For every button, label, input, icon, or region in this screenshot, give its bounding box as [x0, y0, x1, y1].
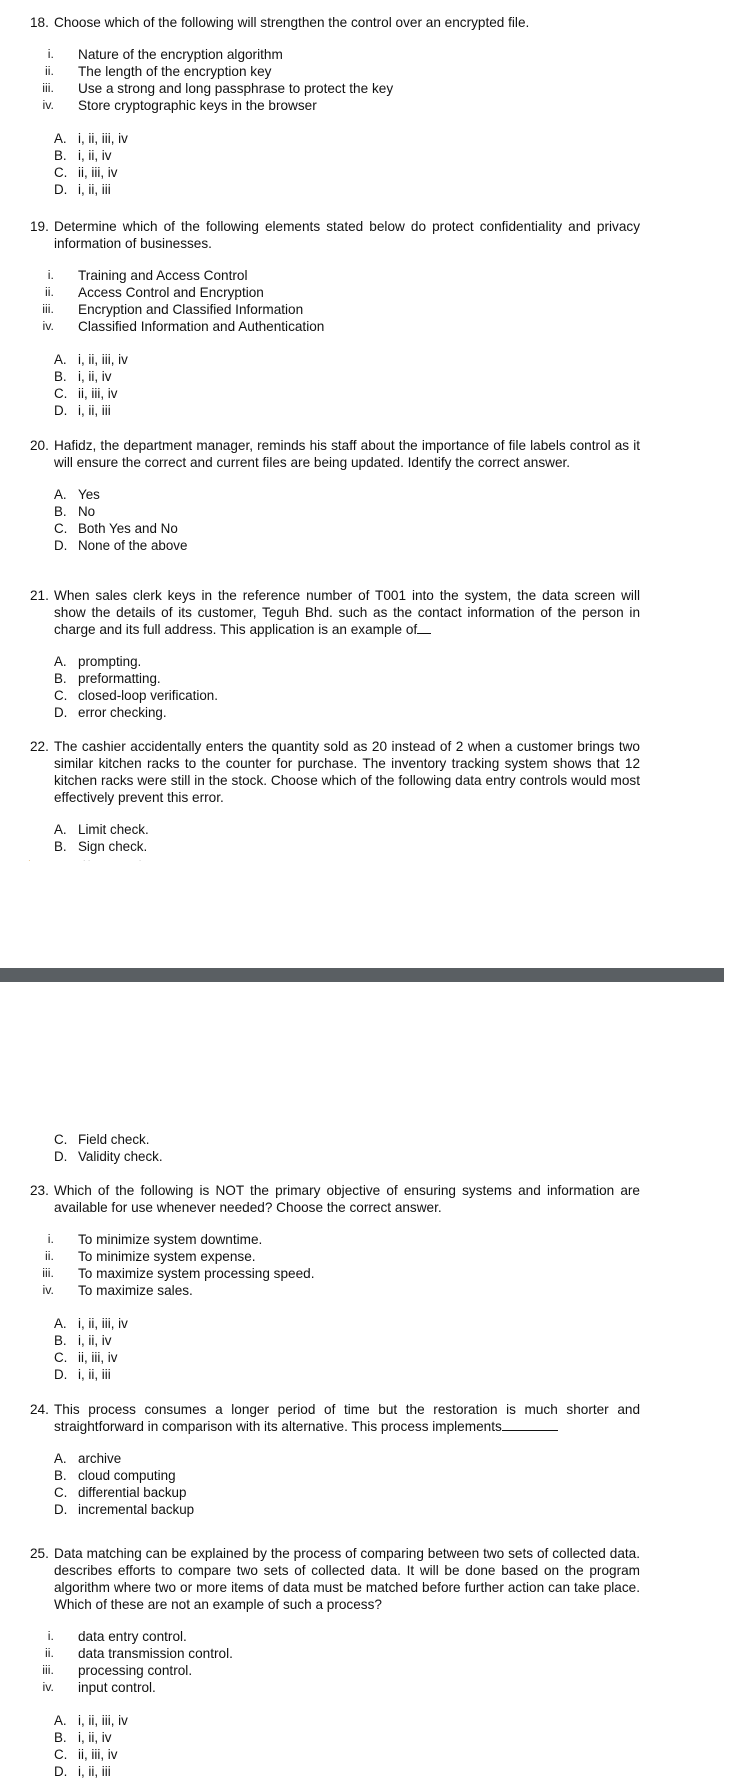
option-letter: C.	[54, 1132, 68, 1147]
option-letter: A.	[54, 1451, 67, 1466]
answer-option[interactable]	[30, 1131, 640, 1148]
option-letter: B.	[54, 671, 67, 686]
list-item	[30, 46, 640, 63]
item-number: iii.	[42, 81, 54, 95]
list-item	[30, 97, 640, 114]
option-text: i, ii, iii, iv	[78, 131, 128, 146]
option-text: cloud computing	[78, 1468, 176, 1483]
question-text: Determine which of the following elements stated below do protect confidentiality and privacy information of businesses.	[54, 219, 640, 251]
option-letter: B.	[54, 504, 67, 519]
list-item	[30, 80, 640, 97]
answer-option[interactable]	[30, 147, 640, 164]
item-number: i.	[47, 1629, 54, 1643]
item-number: iv.	[42, 1283, 54, 1297]
question-number: 24.	[30, 1402, 49, 1417]
question-number: 18.	[30, 15, 49, 30]
page-2	[0, 980, 735, 1779]
item-text: To maximize sales.	[78, 1283, 193, 1298]
answer-option[interactable]	[30, 1332, 640, 1349]
answer-options	[30, 1131, 640, 1165]
option-text: preformatting.	[78, 671, 161, 686]
answer-blank	[502, 1418, 558, 1431]
item-number: i.	[47, 47, 54, 61]
roman-list	[30, 1628, 640, 1696]
answer-option[interactable]	[30, 130, 640, 147]
option-letter: B.	[54, 1333, 67, 1348]
answer-option[interactable]	[30, 1729, 640, 1746]
question-text: The cashier accidentally enters the quantity sold as 20 instead of 2 when a customer brings two similar kitchen racks to the counter for purchase. The inventory tracking system shows that 12 kitchen racks were still in the stock. Choose which of the following data entry controls would most effectively prevent this error.	[54, 739, 640, 805]
item-text: Training and Access Control	[78, 268, 248, 283]
answer-option[interactable]	[30, 1501, 640, 1518]
item-number: iii.	[42, 1266, 54, 1280]
question-text: Choose which of the following will strengthen the control over an encrypted file.	[54, 15, 530, 30]
option-text: i, ii, iii	[78, 1367, 111, 1382]
option-letter: B.	[54, 839, 67, 854]
option-text: ii, iii, iv	[78, 1747, 118, 1762]
item-number: ii.	[45, 1249, 54, 1263]
list-item	[30, 318, 640, 335]
option-letter: A.	[54, 654, 67, 669]
list-item	[30, 1679, 640, 1696]
roman-list	[30, 267, 640, 335]
question-text: Data matching can be explained by the process of comparing between two sets of collected data. describes efforts to compare two sets of collected data. It will be done based on the program algorithm where two or more items of data must be matched before further action can take place. Which of these are not an example of such a process?	[54, 1546, 640, 1612]
option-text: No	[78, 504, 96, 519]
option-letter: C.	[54, 1485, 68, 1500]
option-text: None of the above	[78, 538, 188, 553]
answer-option[interactable]	[30, 164, 640, 181]
option-text: ii, iii, iv	[78, 165, 118, 180]
question-25	[30, 1545, 640, 1780]
question-stem	[30, 218, 640, 252]
answer-blank	[417, 621, 431, 634]
option-letter: D.	[54, 1149, 68, 1164]
option-letter: C.	[54, 1350, 68, 1365]
question-number: 20.	[30, 438, 49, 453]
item-text: processing control.	[78, 1663, 193, 1678]
question-stem	[30, 14, 640, 31]
answer-option[interactable]	[30, 1763, 640, 1780]
list-item	[30, 284, 640, 301]
item-text: To minimize system expense.	[78, 1249, 256, 1264]
list-item	[30, 1282, 640, 1299]
option-letter: D.	[54, 1367, 68, 1382]
question-text: Which of the following is NOT the primary objective of ensuring systems and information are available for use whenever needed? Choose the correct answer.	[54, 1183, 640, 1215]
answer-option[interactable]	[30, 537, 640, 554]
item-text: Store cryptographic keys in the browser	[78, 98, 317, 113]
question-19	[30, 218, 640, 419]
item-number: iii.	[42, 302, 54, 316]
item-text: Nature of the encryption algorithm	[78, 47, 283, 62]
option-text: Sign check.	[78, 839, 148, 854]
option-text: Limit check.	[78, 822, 149, 837]
question-number: 21.	[30, 588, 49, 603]
item-text: Classified Information and Authentication	[78, 319, 325, 334]
item-number: iv.	[42, 1680, 54, 1694]
question-number: 22.	[30, 739, 49, 754]
answer-option[interactable]	[30, 402, 640, 419]
answer-option[interactable]	[30, 687, 640, 704]
answer-option[interactable]	[30, 670, 640, 687]
option-text: Validity check.	[78, 1149, 163, 1164]
question-text: When sales clerk keys in the reference number of T001 into the system, the data screen will show the details of its customer, Teguh Bhd. such as the contact information of the person in charge and its full address. This application is an example of	[54, 588, 640, 637]
answer-option[interactable]	[30, 1366, 640, 1383]
answer-option[interactable]	[30, 385, 640, 402]
question-stem	[30, 1545, 640, 1613]
option-text: ii, iii, iv	[78, 386, 118, 401]
answer-option[interactable]	[30, 503, 640, 520]
answer-option[interactable]	[30, 486, 640, 503]
item-number: iv.	[42, 98, 54, 112]
question-number: 23.	[30, 1183, 49, 1198]
option-letter: D.	[54, 403, 68, 418]
option-text: Field check.	[78, 1132, 150, 1147]
answer-option[interactable]	[30, 1148, 640, 1165]
answer-option[interactable]	[30, 1315, 640, 1332]
answer-option[interactable]	[30, 520, 640, 537]
option-letter: A.	[54, 1316, 67, 1331]
option-letter: A.	[54, 352, 67, 367]
answer-option[interactable]	[30, 1349, 640, 1366]
item-text: Encryption and Classified Information	[78, 302, 304, 317]
item-text: Use a strong and long passphrase to protect the key	[78, 81, 394, 96]
option-text: i, ii, iii	[78, 403, 111, 418]
option-text: i, ii, iv	[78, 148, 112, 163]
option-letter: B.	[54, 1730, 67, 1745]
answer-option[interactable]	[30, 351, 640, 368]
roman-list	[30, 46, 640, 114]
option-text: closed-loop verification.	[78, 688, 218, 703]
item-text: Access Control and Encryption	[78, 285, 264, 300]
option-letter: D.	[54, 705, 68, 720]
question-text: Hafidz, the department manager, reminds his staff about the importance of file labels control as it will ensure the correct and current files are being updated. Identify the correct answer.	[54, 438, 640, 470]
item-text: data transmission control.	[78, 1646, 233, 1661]
item-text: input control.	[78, 1680, 156, 1695]
list-item	[30, 1231, 640, 1248]
option-text: i, ii, iii, iv	[78, 1713, 128, 1728]
option-text: i, ii, iii, iv	[78, 352, 128, 367]
option-text: i, ii, iv	[78, 1730, 112, 1745]
option-text: i, ii, iv	[78, 1333, 112, 1348]
item-number: iv.	[42, 319, 54, 333]
question-22-continued	[30, 1131, 640, 1165]
answer-option[interactable]	[30, 821, 640, 838]
list-item	[30, 1662, 640, 1679]
option-letter: C.	[54, 165, 68, 180]
list-item	[30, 267, 640, 284]
option-letter: D.	[54, 538, 68, 553]
question-text: This process consumes a longer period of time but the restoration is much shorter and straightforward in comparison with its alternative. This process implements	[54, 1402, 640, 1434]
question-20	[30, 437, 640, 554]
option-letter: A.	[54, 487, 67, 502]
answer-options	[30, 351, 640, 419]
option-letter: A.	[54, 1713, 67, 1728]
option-text: i, ii, iii	[78, 182, 111, 197]
answer-option[interactable]	[30, 704, 640, 721]
option-text: i, ii, iii	[78, 1764, 111, 1779]
answer-option[interactable]	[30, 1484, 640, 1501]
list-item	[30, 63, 640, 80]
option-letter: D.	[54, 1764, 68, 1779]
roman-list	[30, 1231, 640, 1299]
question-23	[30, 1182, 640, 1383]
answer-option[interactable]	[30, 368, 640, 385]
option-text: i, ii, iii, iv	[78, 1316, 128, 1331]
option-text: incremental backup	[78, 1502, 195, 1517]
option-letter: B.	[54, 148, 67, 163]
question-22	[30, 738, 640, 855]
option-text: archive	[78, 1451, 122, 1466]
option-text: differential backup	[78, 1485, 187, 1500]
answer-option[interactable]	[30, 1450, 640, 1467]
option-text: prompting.	[78, 654, 142, 669]
list-item	[30, 301, 640, 318]
answer-options	[30, 1315, 640, 1383]
item-number: i.	[47, 1232, 54, 1246]
item-number: ii.	[45, 1646, 54, 1660]
option-letter: B.	[54, 369, 67, 384]
answer-option[interactable]	[30, 1712, 640, 1729]
item-number: ii.	[45, 285, 54, 299]
list-item	[30, 1645, 640, 1662]
option-text: Both Yes and No	[78, 521, 178, 536]
answer-options	[30, 653, 640, 721]
question-number: 19.	[30, 219, 49, 234]
list-item	[30, 1628, 640, 1645]
question-number: 25.	[30, 1546, 49, 1561]
list-item	[30, 1248, 640, 1265]
question-stem	[30, 738, 640, 806]
option-letter: C.	[54, 1747, 68, 1762]
question-24	[30, 1401, 640, 1518]
list-item	[30, 1265, 640, 1282]
option-text: error checking.	[78, 705, 167, 720]
question-stem	[30, 587, 640, 638]
item-text: To minimize system downtime.	[78, 1232, 263, 1247]
item-text: To maximize system processing speed.	[78, 1266, 315, 1281]
option-letter: D.	[54, 182, 68, 197]
question-stem	[30, 437, 640, 471]
answer-options	[30, 1712, 640, 1780]
item-text: The length of the encryption key	[78, 64, 272, 79]
option-letter: A.	[54, 131, 67, 146]
answer-options	[30, 486, 640, 554]
option-letter: C.	[54, 521, 68, 536]
question-stem	[30, 1401, 640, 1435]
answer-option[interactable]	[30, 181, 640, 198]
option-letter: B.	[54, 1468, 67, 1483]
answer-option[interactable]	[30, 1467, 640, 1484]
answer-options	[30, 130, 640, 198]
question-stem	[30, 1182, 640, 1216]
question-21	[30, 587, 640, 721]
answer-options	[30, 1450, 640, 1518]
scan-artifact: · · · ·	[28, 856, 142, 865]
answer-option[interactable]	[30, 838, 640, 855]
option-text: ii, iii, iv	[78, 1350, 118, 1365]
answer-options	[30, 821, 640, 855]
option-text: i, ii, iv	[78, 369, 112, 384]
item-number: i.	[47, 268, 54, 282]
option-text: Yes	[78, 487, 100, 502]
answer-option[interactable]	[30, 653, 640, 670]
option-letter: C.	[54, 386, 68, 401]
option-letter: D.	[54, 1502, 68, 1517]
question-18	[30, 14, 640, 198]
option-letter: C.	[54, 688, 68, 703]
item-number: ii.	[45, 64, 54, 78]
item-number: iii.	[42, 1663, 54, 1677]
item-text: data entry control.	[78, 1629, 187, 1644]
answer-option[interactable]	[30, 1746, 640, 1763]
option-letter: A.	[54, 822, 67, 837]
